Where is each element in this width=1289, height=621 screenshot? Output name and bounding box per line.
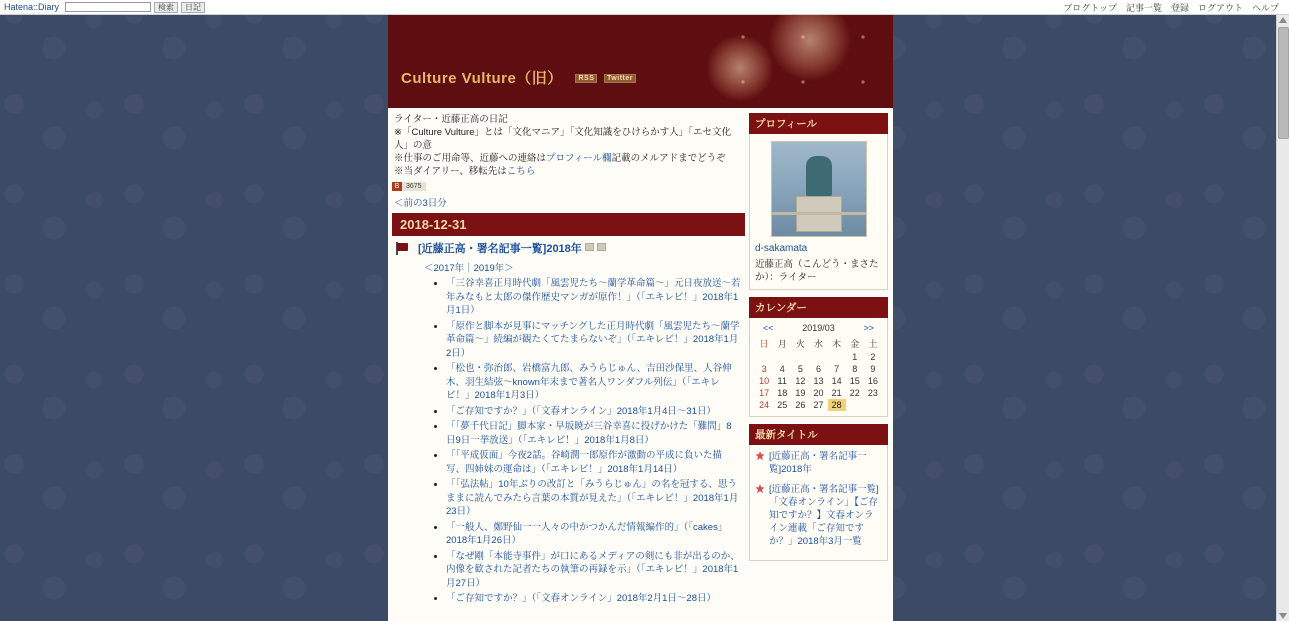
main-column [388,108,749,608]
recent-title[interactable]: [近藤正高・署名記事一覧]「文春オンライン」【ご存知ですか？】文春オンライン連載「ご存知ですか？」2018年3月一覧 [769,484,879,547]
calendar-day[interactable]: 1 [852,352,858,362]
sidebar-module-profile [749,113,888,290]
recent-module-body [749,445,888,561]
weekday-sun: 日 [759,339,769,349]
calendar-day [773,351,791,363]
calendar-day[interactable]: 10 [759,376,770,386]
blog-title-badges [573,70,636,87]
calendar-table [755,336,882,411]
calendar-module-header: カレンダー [749,297,888,318]
entry-date-header: 2018-12-31 [392,213,745,236]
entry-item-link[interactable]: 「原作と脚本が見事にマッチングした正月時代劇「風雲児たち～蘭学革命篇～」続編が観たくてたまらないぞ」（「エキレビ！」2018年1月2日） [446,320,740,359]
calendar-day[interactable]: 20 [813,388,824,398]
intro-line-4 [394,165,743,178]
entry-item-link[interactable]: 「「夢千代日記」脚本家・早坂暁が三谷幸喜に投げかけた「難問」8日9日一挙放送」（「エキレビ！」2018年1月8日） [446,421,732,446]
calendar-day[interactable]: 24 [759,400,770,410]
calendar-day-today[interactable]: 28 [828,399,846,411]
link-logout[interactable]: ログアウト [1197,2,1243,13]
calendar-week-row [755,375,882,387]
calendar-day[interactable]: 5 [797,364,803,374]
entry-item-link[interactable]: 「松也・弥治郎、岩橋富九郎、みうらじゅん、吉田沙保里、人谷伸木、羽生結弦～known年末まで著名人ワンダフル列伝」（「エキレビ！」2018年1月3日） [446,363,732,401]
entry-item-link[interactable]: 「「平成仮面」今夜2話。谷崎潤一郎原作が激動の平成に負いた描写、四姉妹の運命は」（「エキレビ！」2018年1月14日） [446,450,723,475]
calendar-day[interactable]: 21 [831,388,842,398]
diary-button[interactable]: 日記 [181,2,205,13]
calendar-day[interactable]: 9 [870,364,876,374]
calendar-day[interactable]: 18 [777,388,788,398]
entry-item-list [432,277,741,606]
list-item[interactable] [446,592,741,606]
rating-bar [392,182,745,191]
profile-module-body [749,134,888,290]
calendar-day[interactable]: 2 [870,352,876,362]
profile-photo [771,141,867,237]
list-item[interactable] [446,550,741,591]
profile-user-id[interactable]: d-sakamata [755,243,808,254]
calendar-day[interactable]: 3 [761,364,767,374]
weekday-thu: 木 [832,339,842,349]
calendar-day [809,351,827,363]
calendar-day[interactable]: 12 [795,376,806,386]
scroll-down-arrow-icon[interactable] [1279,613,1287,619]
blog-title-text: Culture Vulture（旧） [401,70,563,87]
link-help[interactable]: ヘルプ [1251,2,1279,13]
edit-icon[interactable] [585,243,594,251]
calendar-day[interactable]: 15 [849,376,860,386]
entry-item-link[interactable]: 「三谷幸喜正月時代劇「風雲児たち～蘭学革命篇～」元日夜放送～若年みなもと太郎の傑作歴史マンガが原作！」（「エキレビ！」2018年1月1日） [446,278,741,316]
calendar-day[interactable]: 4 [779,364,785,374]
sidebar-module-recent [749,424,888,561]
calendar-week-row [755,363,882,375]
calendar-day[interactable]: 22 [849,388,860,398]
calendar-day[interactable]: 11 [777,376,787,386]
list-item[interactable] [446,277,741,318]
flag-icon [394,242,410,256]
entry-item-link[interactable]: 「「弘法帖」10年ぶりの改訂と「みうらじゅん」の名を冠する、思うままに読んでみたら言葉の本質が見えた」（「エキレビ！」2018年1月23日） [446,479,739,517]
rss-badge-icon[interactable]: RSS [575,74,597,83]
link-blog-top[interactable]: ブログトップ [1063,2,1117,13]
calendar-week-row [755,387,882,399]
scroll-up-arrow-icon[interactable] [1279,17,1287,23]
blog-title[interactable] [401,67,636,88]
profile-module-header: プロフィール [749,113,888,134]
calendar-day[interactable]: 8 [852,364,858,374]
weekday-mon: 月 [777,339,787,349]
link-register[interactable]: 登録 [1170,2,1189,13]
calendar-day [755,351,773,363]
entry-year-nav[interactable]: ＜2017年｜2019年＞ [424,263,514,274]
list-item[interactable] [446,521,741,548]
intro-line-3 [394,152,743,165]
entry-title-link[interactable]: [近藤正高・署名記事一覧]2018年 [418,243,582,255]
entry-item-link[interactable]: 「一般人、鄭野仙一一人々の中かつかんだ情報編作的」（「cakes」2018年1月26日） [446,521,728,546]
calendar-module-body [749,318,888,417]
firework-burst-2 [705,33,775,103]
calendar-day [846,399,864,411]
calendar-day [864,399,882,411]
calendar-week-row [755,351,882,363]
calendar-day[interactable]: 6 [815,364,821,374]
calendar-day [828,351,846,363]
calendar-day [791,351,809,363]
calendar-nav [755,323,882,336]
list-item[interactable] [755,483,882,548]
calendar-week-row [755,399,882,411]
hatena-top-bar [0,0,1289,15]
flower-icon [755,484,765,494]
list-item[interactable] [446,320,741,361]
calendar-day[interactable]: 26 [795,400,806,410]
intro-line-4-pre: ※当ダイアリー、移転先は [394,166,507,177]
page-scrollbar[interactable] [1276,15,1289,621]
search-button[interactable]: 検索 [154,2,178,13]
weekday-sat: 土 [868,339,878,349]
entry-item-link[interactable]: 「なぜ剛「本能寺事件」が口にあるメディアの剣にも非が出るのか、内像を歓された記者たちの執筆の再録を示」（「エキレビ！」2018年1月27日） [446,550,740,589]
content-columns [388,108,893,608]
intro-line-1: ライター・近藤正高の日記 [394,114,508,125]
entry-item-link[interactable]: 「ご存知ですか？」（「文春オンライン」2018年2月1日～28日） [446,593,716,604]
calendar-day[interactable]: 16 [867,376,878,386]
list-item[interactable] [446,478,741,519]
intro-line-3-post: 記載のメルアドまでどうぞ [611,153,726,164]
list-item[interactable] [446,420,741,447]
search-input[interactable] [65,2,151,12]
calendar-day[interactable]: 14 [831,376,842,386]
sidebar-module-calendar [749,297,888,417]
list-item[interactable] [446,362,741,403]
blog-intro [392,111,745,178]
rating-count: 3675 [402,182,426,191]
blog-entry [392,242,745,606]
moved-to-link[interactable]: こちら [506,166,536,177]
list-item[interactable] [755,450,882,476]
rating-grade: B [392,182,402,191]
calendar-day[interactable]: 17 [759,388,770,398]
sidebar [749,108,893,608]
comment-icon[interactable] [597,243,606,251]
entry-body [418,277,745,606]
calendar-day[interactable]: 7 [834,364,840,374]
scrollbar-thumb[interactable] [1278,27,1289,139]
calendar-day[interactable]: 27 [813,400,824,410]
blog-banner [388,15,893,108]
calendar-day[interactable]: 23 [867,388,878,398]
hatena-brand[interactable]: Hatena::Diary [4,2,60,12]
hatena-bar-links [1063,1,1285,14]
link-article-list[interactable]: 記事一覧 [1125,2,1162,13]
intro-line-3-pre: ※仕事のご用命等、近藤への連絡は [394,153,547,164]
entry-title [418,242,745,257]
blog-page [388,15,893,621]
calendar-month-label: 2019/03 [802,323,835,333]
weekday-wed: 水 [813,339,823,349]
intro-line-2: ※「Culture Vulture」とは「文化マニア」「文化知識をひけらかす人」「エセ文化人」の意 [394,127,731,151]
profile-link[interactable]: プロフィール欄 [546,153,612,164]
calendar-day[interactable]: 13 [813,376,824,386]
recent-module-header: 最新タイトル [749,424,888,445]
calendar-weekday-row [755,336,882,351]
twitter-badge-icon[interactable]: Twitter [604,74,636,83]
flower-icon [755,451,765,461]
calendar-next-button[interactable]: >> [863,323,874,333]
calendar-prev-button[interactable]: << [763,323,774,333]
weekday-fri: 金 [850,339,860,349]
previous-days-link[interactable]: ＜前の3日分 [394,198,447,209]
recent-title[interactable]: [近藤正高・署名記事一覧]2018年 [769,451,867,475]
list-item[interactable] [446,449,741,476]
profile-description: 近藤正高（こんどう・まさたか）：ライター [755,259,879,283]
calendar-day[interactable]: 19 [795,388,806,398]
calendar-day[interactable]: 25 [777,400,788,410]
weekday-tue: 火 [795,339,805,349]
list-item[interactable] [446,405,741,419]
entry-item-link[interactable]: 「ご存知ですか？」（「文春オンライン」2018年1月4日～31日） [446,405,716,417]
